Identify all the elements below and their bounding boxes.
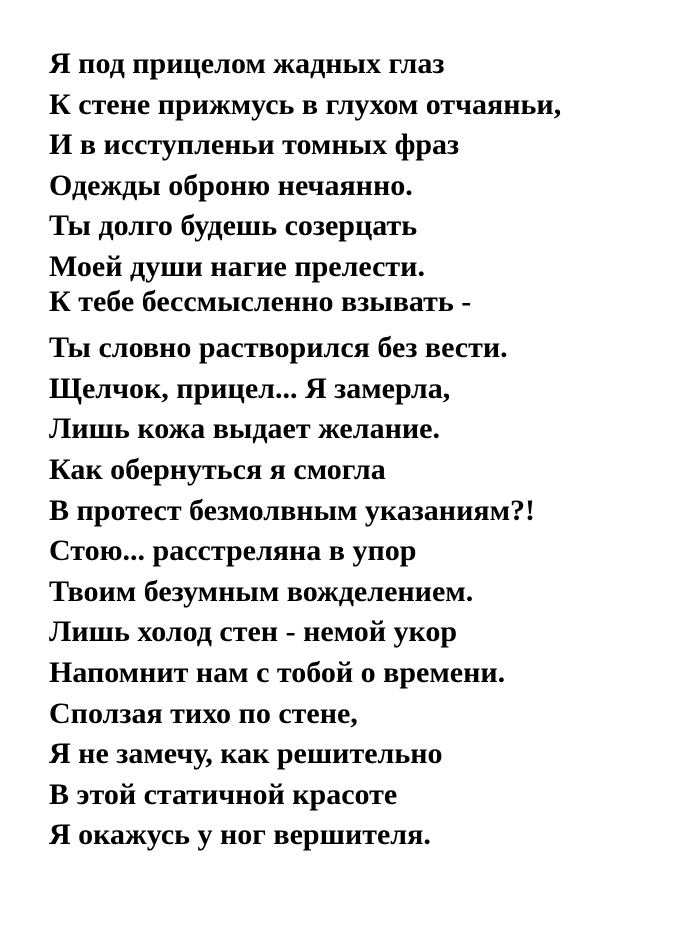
poem-line: К тебе бессмысленно взывать -: [49, 284, 472, 318]
poem-line: Одежды оброню нечаянно.: [49, 168, 413, 202]
poem-line: В протест безмолвным указаниям?!: [49, 493, 536, 527]
poem-line: Как обернуться я смогла: [49, 452, 386, 486]
poem-line: Напомнит нам с тобой о времени.: [49, 655, 506, 689]
poem-line: К стене прижмусь в глухом отчаяньи,: [49, 87, 562, 121]
poem-line: Сползая тихо по стене,: [49, 696, 358, 730]
poem-line: Стою... расстреляна в упор: [49, 534, 417, 568]
poem-line: Ты словно растворился без вести.: [49, 331, 508, 365]
poem-line: Твоим безумным вожделением.: [49, 574, 474, 608]
poem-line: Я не замечу, как решительно: [49, 737, 443, 771]
poem-line: И в исступленьи томных фраз: [49, 128, 460, 162]
poem-line: В этой статичной красоте: [49, 777, 398, 811]
poem-line: Я окажусь у ног вершителя.: [49, 818, 431, 852]
poem-line: Я под прицелом жадных глаз: [49, 47, 445, 80]
poem-line: Ты долго будешь созерцать: [49, 209, 418, 243]
poem-line: Щелчок, прицел... Я замерла,: [49, 371, 451, 405]
poem-line: Лишь холод стен - немой укор: [49, 615, 458, 649]
poem-line: Лишь кожа выдает желание.: [49, 412, 440, 446]
poem-text: [49, 44, 689, 856]
poem-line: Моей души нагие прелести.: [49, 249, 425, 283]
